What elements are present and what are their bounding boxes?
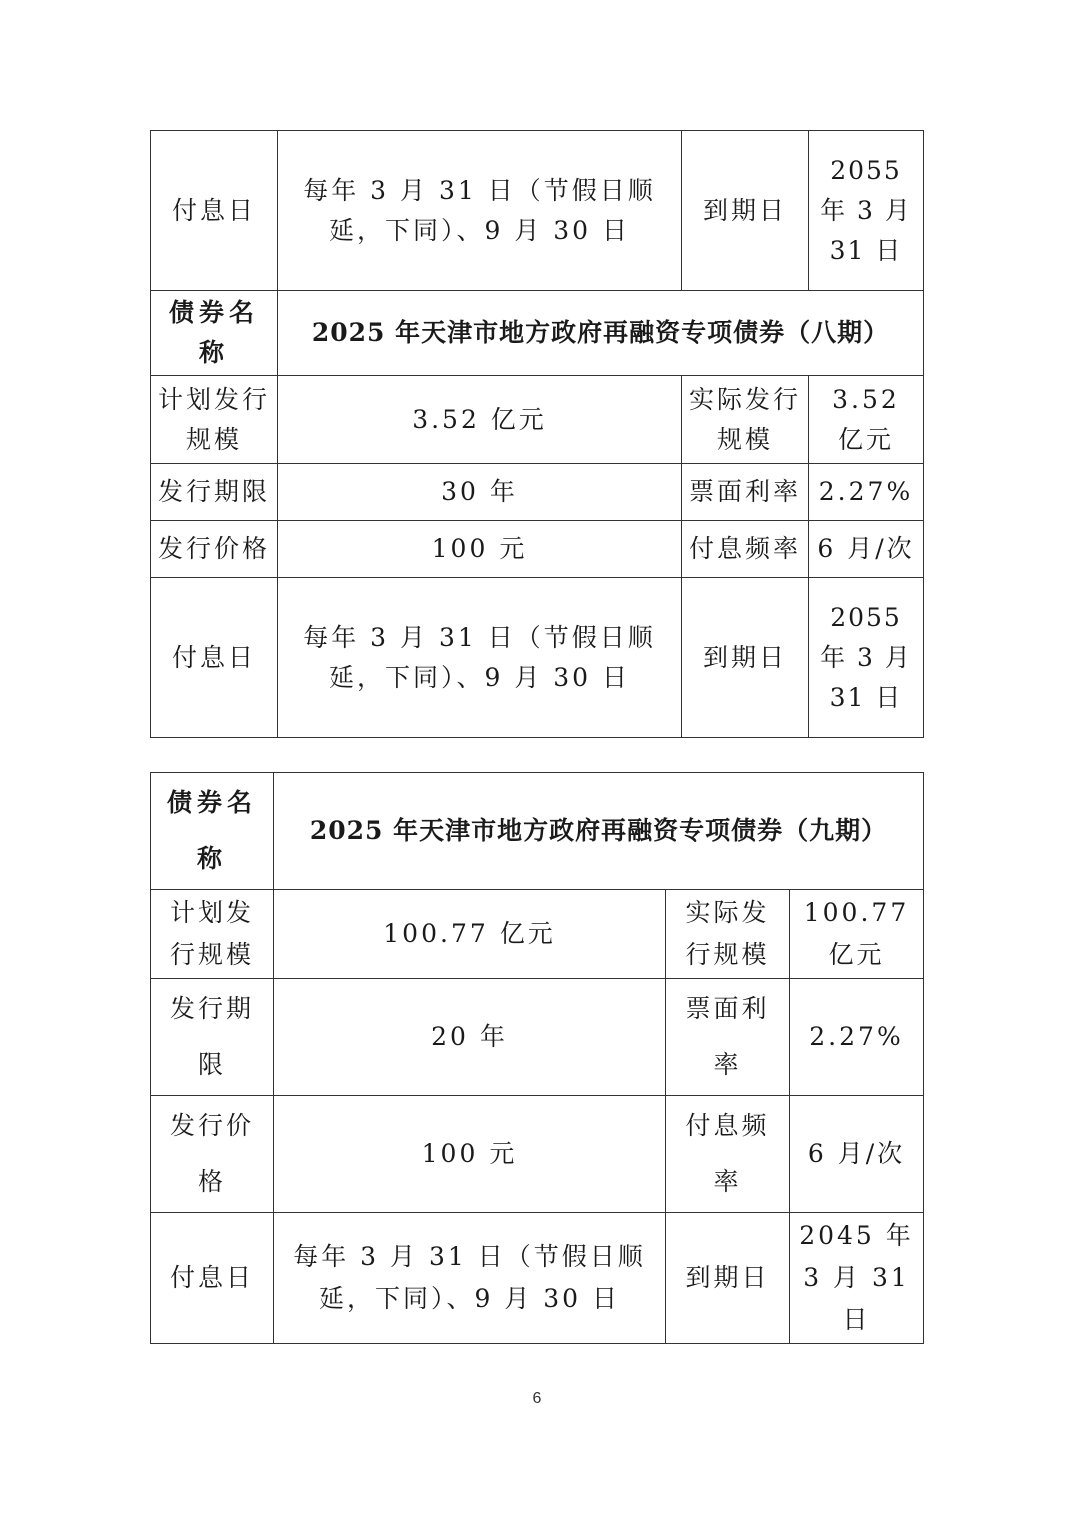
payment-date-value: 每年 3 月 31 日（节假日顺延，下同）、9 月 30 日	[278, 578, 682, 738]
bond-table-issue-8	[150, 290, 924, 738]
price-value: 100 元	[274, 1096, 666, 1213]
table-row	[151, 376, 924, 464]
table-row	[151, 464, 924, 521]
table-row	[151, 1213, 924, 1344]
term-label: 发行期限	[151, 979, 274, 1096]
payment-date-value: 每年 3 月 31 日（节假日顺延，下同）、9 月 30 日	[274, 1213, 666, 1344]
page-number: 6	[532, 1390, 542, 1407]
payment-frequency-value: 6 月/次	[809, 521, 924, 578]
table-row	[151, 979, 924, 1096]
table-row	[151, 521, 924, 578]
table-row	[151, 1096, 924, 1213]
payment-frequency-label: 付息频率	[682, 521, 809, 578]
price-label: 发行价格	[151, 1096, 274, 1213]
price-value: 100 元	[278, 521, 682, 578]
bond-name-label: 债券名称	[151, 291, 278, 376]
table-row	[151, 773, 924, 890]
planned-scale-label: 计划发行规模	[151, 376, 278, 464]
maturity-date-label: 到期日	[682, 131, 809, 291]
payment-date-label: 付息日	[151, 578, 278, 738]
price-label: 发行价格	[151, 521, 278, 578]
bond-table-continued	[150, 130, 924, 291]
term-value: 30 年	[278, 464, 682, 521]
coupon-rate-label: 票面利率	[682, 464, 809, 521]
planned-scale-value: 3.52 亿元	[278, 376, 682, 464]
actual-scale-label: 实际发行规模	[682, 376, 809, 464]
maturity-date-label: 到期日	[666, 1213, 790, 1344]
planned-scale-label: 计划发行规模	[151, 890, 274, 979]
table-row	[151, 578, 924, 738]
payment-date-label: 付息日	[151, 131, 278, 291]
actual-scale-value: 100.77 亿元	[790, 890, 924, 979]
table-row	[151, 890, 924, 979]
bond-name-value: 2025 年天津市地方政府再融资专项债券（八期）	[278, 291, 924, 376]
payment-date-value: 每年 3 月 31 日（节假日顺延，下同）、9 月 30 日	[278, 131, 682, 291]
term-value: 20 年	[274, 979, 666, 1096]
coupon-rate-value: 2.27%	[790, 979, 924, 1096]
table-row	[151, 131, 924, 291]
actual-scale-label: 实际发行规模	[666, 890, 790, 979]
coupon-rate-value: 2.27%	[809, 464, 924, 521]
bond-name-value: 2025 年天津市地方政府再融资专项债券（九期）	[274, 773, 924, 890]
maturity-date-value: 2045 年 3 月 31 日	[790, 1213, 924, 1344]
maturity-date-label: 到期日	[682, 578, 809, 738]
term-label: 发行期限	[151, 464, 278, 521]
planned-scale-value: 100.77 亿元	[274, 890, 666, 979]
table-row	[151, 291, 924, 376]
payment-frequency-value: 6 月/次	[790, 1096, 924, 1213]
bond-name-label: 债券名称	[151, 773, 274, 890]
payment-frequency-label: 付息频率	[666, 1096, 790, 1213]
maturity-date-value: 2055 年 3 月 31 日	[809, 578, 924, 738]
coupon-rate-label: 票面利率	[666, 979, 790, 1096]
payment-date-label: 付息日	[151, 1213, 274, 1344]
actual-scale-value: 3.52 亿元	[809, 376, 924, 464]
maturity-date-value: 2055 年 3 月 31 日	[809, 131, 924, 291]
bond-table-issue-9	[150, 772, 924, 1344]
